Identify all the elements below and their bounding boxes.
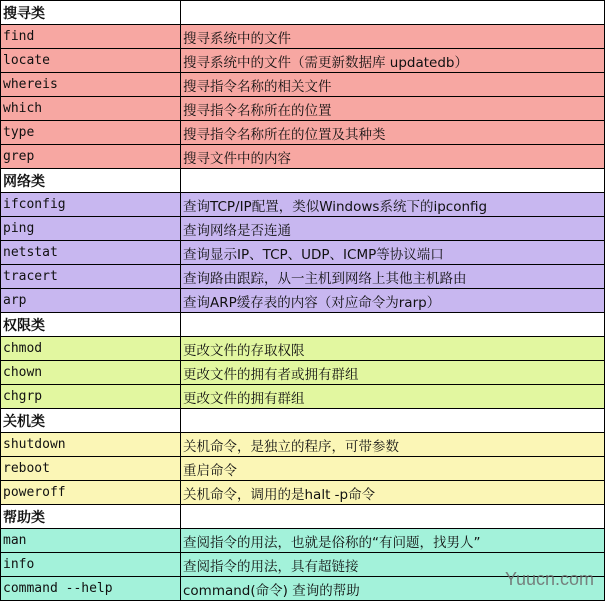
section-header-search <box>1 1 605 25</box>
command-name: netstat <box>1 241 181 265</box>
command-description: 查询TCP/IP配置，类似Windows系统下的ipconfig <box>181 193 605 217</box>
section-header-blank <box>181 409 605 433</box>
section-title: 网络类 <box>1 169 181 193</box>
table-row <box>1 121 605 145</box>
command-name: shutdown <box>1 433 181 457</box>
section-title: 权限类 <box>1 313 181 337</box>
command-name: reboot <box>1 457 181 481</box>
command-description: 查询显示IP、TCP、UDP、ICMP等协议端口 <box>181 241 605 265</box>
watermark-text: Yuucn.com <box>504 569 594 589</box>
table-row <box>1 265 605 289</box>
section-header-blank <box>181 1 605 25</box>
command-description: 更改文件的存取权限 <box>181 337 605 361</box>
section-title: 搜寻类 <box>1 1 181 25</box>
command-table-body <box>1 1 605 601</box>
command-description: 搜寻指令名称的相关文件 <box>181 73 605 97</box>
command-name: command --help <box>1 577 181 601</box>
command-name: find <box>1 25 181 49</box>
command-name: whereis <box>1 73 181 97</box>
command-description: 关机命令，调用的是halt -p命令 <box>181 481 605 505</box>
table-row <box>1 337 605 361</box>
table-row <box>1 49 605 73</box>
section-header-help <box>1 505 605 529</box>
table-row <box>1 529 605 553</box>
command-description: 查询路由跟踪，从一主机到网络上其他主机路由 <box>181 265 605 289</box>
command-description: 查阅指令的用法，也就是俗称的“有问题，找男人” <box>181 529 605 553</box>
section-header-permission <box>1 313 605 337</box>
command-description: command(命令) 查询的帮助 <box>181 577 605 601</box>
table-row <box>1 433 605 457</box>
command-description: 重启命令 <box>181 457 605 481</box>
command-name: poweroff <box>1 481 181 505</box>
section-header-shutdown <box>1 409 605 433</box>
command-name: ping <box>1 217 181 241</box>
command-name: tracert <box>1 265 181 289</box>
command-name: type <box>1 121 181 145</box>
command-name: chgrp <box>1 385 181 409</box>
section-header-blank <box>181 169 605 193</box>
section-title: 帮助类 <box>1 505 181 529</box>
command-description: 查询网络是否连通 <box>181 217 605 241</box>
table-row <box>1 217 605 241</box>
command-description: 更改文件的拥有群组 <box>181 385 605 409</box>
command-description: 搜寻系统中的文件 <box>181 25 605 49</box>
table-row <box>1 289 605 313</box>
command-name: locate <box>1 49 181 73</box>
table-row <box>1 361 605 385</box>
table-row <box>1 97 605 121</box>
table-row <box>1 73 605 97</box>
command-description: 搜寻指令名称所在的位置及其种类 <box>181 121 605 145</box>
section-header-network <box>1 169 605 193</box>
command-name: chmod <box>1 337 181 361</box>
table-row <box>1 25 605 49</box>
command-description: 查阅指令的用法，具有超链接 <box>181 553 605 577</box>
table-row <box>1 457 605 481</box>
command-name: man <box>1 529 181 553</box>
command-description: 查询ARP缓存表的内容（对应命令为rarp） <box>181 289 605 313</box>
command-name: arp <box>1 289 181 313</box>
table-row <box>1 145 605 169</box>
command-description: 搜寻系统中的文件（需更新数据库 updatedb） <box>181 49 605 73</box>
command-name: grep <box>1 145 181 169</box>
command-name: ifconfig <box>1 193 181 217</box>
table-row <box>1 481 605 505</box>
command-description: 关机命令，是独立的程序，可带参数 <box>181 433 605 457</box>
section-header-blank <box>181 505 605 529</box>
table-row <box>1 241 605 265</box>
section-title: 关机类 <box>1 409 181 433</box>
command-description: 搜寻指令名称所在的位置 <box>181 97 605 121</box>
command-description: 搜寻文件中的内容 <box>181 145 605 169</box>
table-row <box>1 193 605 217</box>
table-row <box>1 385 605 409</box>
command-name: info <box>1 553 181 577</box>
command-name: chown <box>1 361 181 385</box>
command-description: 更改文件的拥有者或拥有群组 <box>181 361 605 385</box>
section-header-blank <box>181 313 605 337</box>
command-name: which <box>1 97 181 121</box>
